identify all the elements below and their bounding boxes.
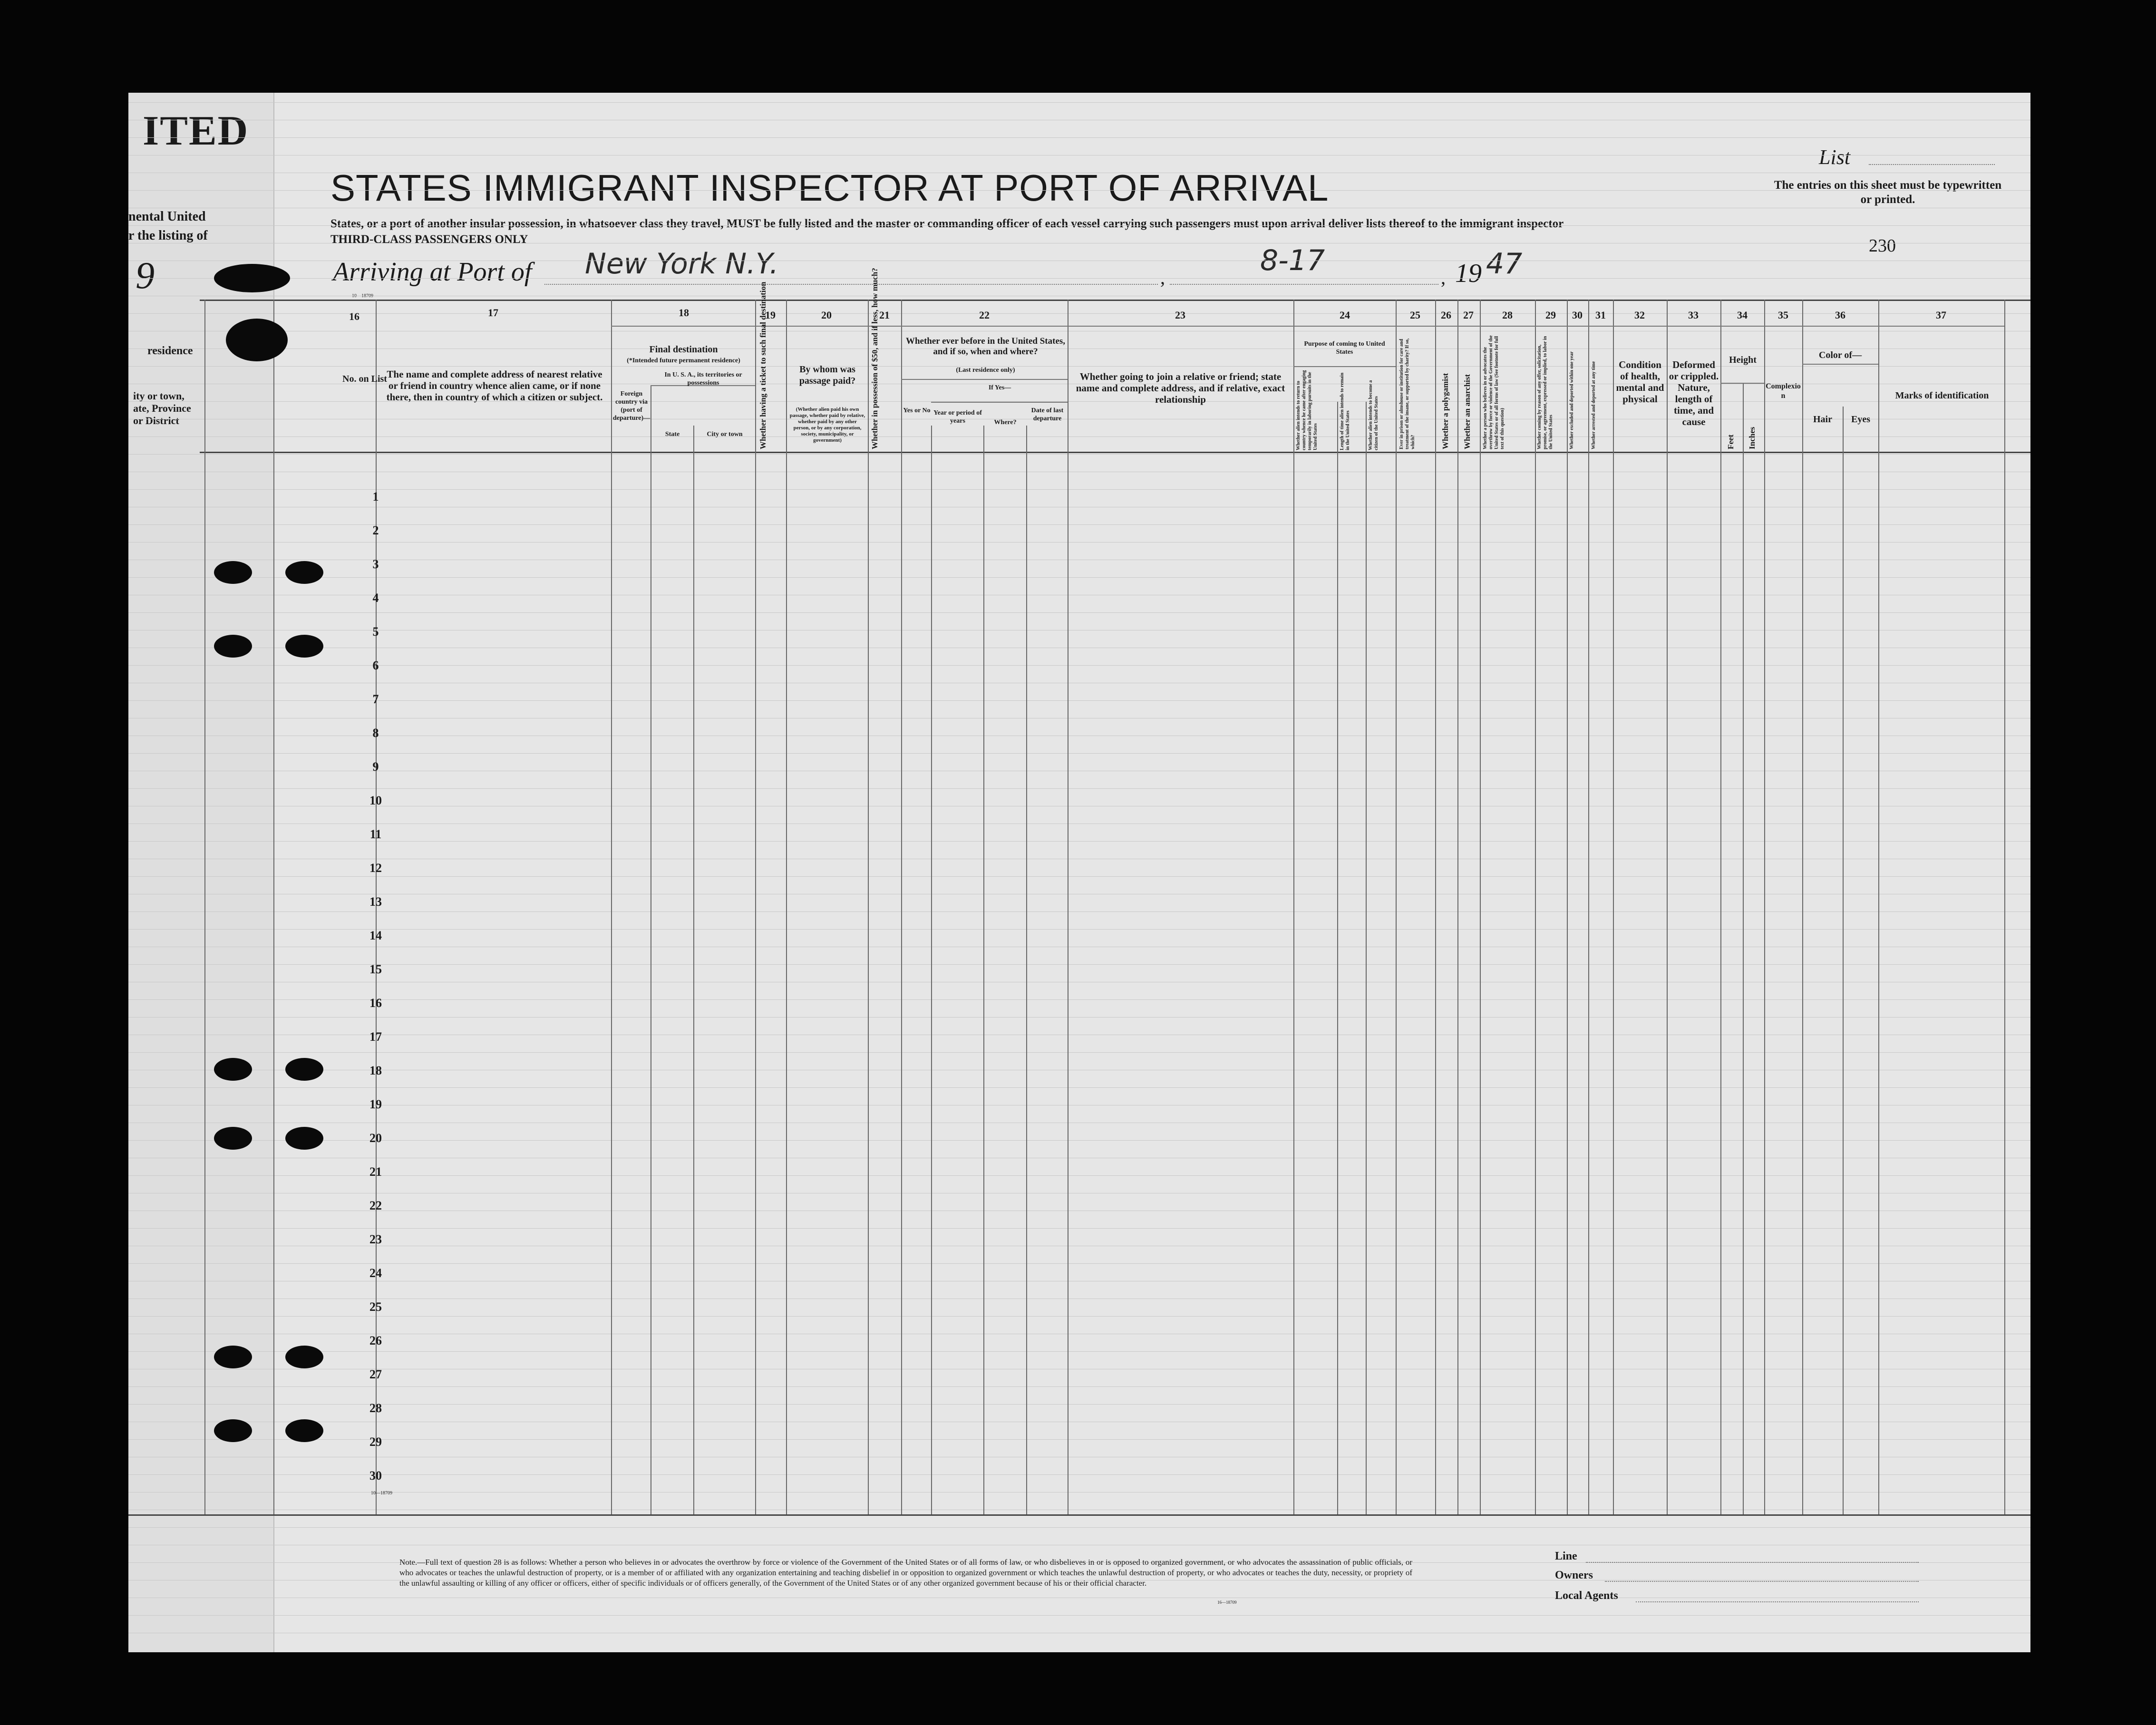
- ruled-line: [128, 665, 2030, 666]
- ruled-line: [128, 278, 2030, 279]
- col-34-inches: Inches: [1748, 426, 1757, 449]
- header-top-rule: [200, 300, 2030, 301]
- ruled-line: [128, 524, 2030, 525]
- ruled-line: [128, 1175, 2030, 1176]
- row-number: 22: [369, 1199, 382, 1212]
- row-number: 14: [369, 929, 382, 942]
- punch-hole: [285, 1058, 323, 1081]
- page-title: STATES IMMIGRANT INSPECTOR AT PORT OF ARRIVAL: [330, 167, 1329, 209]
- ruled-line: [128, 612, 2030, 613]
- row-number: 25: [369, 1300, 382, 1314]
- col-30-label: Whether excluded and deported within one year: [1569, 351, 1574, 449]
- footer-note-code: 16—18709: [1217, 1600, 1237, 1605]
- line-label: Line: [1555, 1550, 1577, 1562]
- row-number: 12: [369, 861, 382, 875]
- col-20-number: 20: [821, 309, 832, 321]
- ruled-line: [128, 1615, 2030, 1616]
- port-line: [544, 284, 1158, 285]
- row-number: 2: [372, 523, 379, 537]
- year-printed: 19: [1455, 259, 1482, 288]
- col-34-feet: Feet: [1726, 434, 1735, 449]
- row-number: 29: [369, 1435, 382, 1449]
- row-number: 6: [372, 659, 379, 672]
- punch-hole: [285, 1419, 323, 1442]
- punch-hole: [214, 635, 252, 658]
- punch-hole: [285, 1346, 323, 1368]
- col-35-label: Complexion: [1766, 382, 1801, 400]
- page-subtitle: States, or a port of another insular possession, in whatsoever class they travel, MUST be fully listed and the master or commanding officer of each vessel carrying such passengers must upon arrival deliver lists thereof to the immigrant inspector: [330, 217, 1564, 230]
- date-line: [1170, 284, 1438, 285]
- col-25-label: Ever in prison or almshouse or institution for care and treatment of the insane, or supported by charity? If so, which?: [1399, 338, 1416, 449]
- row-number: 13: [369, 895, 382, 909]
- ruled-line: [128, 137, 2030, 138]
- row-number: 17: [369, 1030, 382, 1044]
- col-22-yesno: Yes or No: [903, 407, 931, 414]
- class-note: THIRD-CLASS PASSENGERS ONLY: [330, 233, 528, 246]
- row-number: 1: [372, 490, 379, 504]
- col-22-sub: (Last residence only): [956, 367, 1015, 374]
- ruled-line: [128, 436, 2030, 437]
- punch-hole: [214, 561, 252, 584]
- ruled-line: [128, 1386, 2030, 1387]
- ruled-line: [128, 577, 2030, 578]
- col-22-where: Where?: [994, 419, 1017, 426]
- col-34-label: Height: [1729, 355, 1757, 365]
- ruled-line: [128, 1140, 2030, 1141]
- ruled-line: [128, 1052, 2030, 1053]
- row-number: 9: [372, 760, 379, 774]
- col-18-city: City or town: [707, 431, 743, 438]
- row-number: 11: [369, 827, 382, 841]
- comma-2: ,: [1441, 267, 1446, 288]
- typewritten-note: The entries on this sheet must be typewritten or printed.: [1774, 179, 2002, 206]
- port-handwritten: New York N.Y.: [585, 247, 779, 281]
- col-24-c: Whether alien intends to become a citizen of the United States: [1368, 380, 1379, 450]
- col-22-ifyes: If Yes—: [988, 384, 1011, 391]
- ruled-line: [128, 1404, 2030, 1405]
- row-number: 3: [372, 557, 379, 571]
- row-number: 5: [372, 625, 379, 639]
- ruled-line: [128, 911, 2030, 912]
- title-fragment: ITED: [143, 108, 249, 154]
- col-19-number: 19: [765, 309, 776, 321]
- col-22-label: Whether ever before in the United States, and if so, when and where?: [905, 336, 1066, 357]
- row-number: 24: [369, 1266, 382, 1280]
- punch-hole: [285, 561, 323, 584]
- row-number: 18: [369, 1064, 382, 1077]
- ruled-line: [128, 964, 2030, 965]
- ruled-line: [128, 454, 2030, 455]
- col-24-label: Purpose of coming to United States: [1304, 340, 1385, 356]
- col-36-label: Color of—: [1818, 350, 1862, 360]
- ruled-line: [128, 1439, 2030, 1440]
- col-36-hair: Hair: [1813, 414, 1832, 425]
- col-30-number: 30: [1572, 309, 1583, 321]
- col-28-number: 28: [1502, 309, 1513, 321]
- col-21-label: Whether in possession of $50, and if less, how much?: [870, 268, 879, 449]
- ruled-line: [128, 225, 2030, 226]
- col-20-label: By whom was passage paid?: [799, 364, 856, 386]
- col-20-sub: (Whether alien paid his own passage, whether paid by relative, whether paid by any other person, or by any corporation, society, municipality, or government): [789, 407, 865, 443]
- left-fragment-1: nental United: [128, 209, 206, 224]
- col-22-years: Year or period of years: [933, 409, 982, 425]
- col-36-number: 36: [1835, 309, 1845, 321]
- col-22-date: Date of last departure: [1031, 407, 1064, 422]
- col-28-label: Whether a person who believes in or advocates the overthrow by force or violence of the Government of the United States or of all forms of law (See footnote for full text of this question): [1483, 335, 1505, 449]
- row-number: 8: [372, 726, 379, 740]
- left-city-label: ity or town, ate, Province or District: [133, 390, 191, 426]
- col-23-number: 23: [1175, 309, 1185, 321]
- ruled-line: [128, 876, 2030, 877]
- col-17-number: 17: [488, 307, 498, 319]
- punch-hole: [214, 1058, 252, 1081]
- punch-hole: [214, 1346, 252, 1368]
- ruled-line: [128, 841, 2030, 842]
- punch-hole: [285, 635, 323, 658]
- col-17-label: The name and complete address of nearest relative or friend in country whence alien came, or if none there, then in country of which a citizen or subject.: [386, 368, 603, 403]
- row-number: 19: [369, 1097, 382, 1111]
- col-24-number: 24: [1340, 309, 1350, 321]
- ruled-line: [128, 190, 2030, 191]
- col-31-label: Whether arrested and deported at any time: [1591, 361, 1596, 449]
- row-number: 26: [369, 1334, 382, 1347]
- local-agents-label: Local Agents: [1555, 1589, 1618, 1602]
- punch-hole: [214, 1127, 252, 1150]
- ruled-line: [128, 929, 2030, 930]
- col-36-eyes: Eyes: [1851, 414, 1870, 425]
- row-number: 28: [369, 1401, 382, 1415]
- row-number: 30: [369, 1469, 382, 1483]
- row-number: 27: [369, 1367, 382, 1381]
- row-number: 20: [369, 1131, 382, 1145]
- col-18-usa: In U. S. A., its territories or possessions: [664, 371, 742, 387]
- ruled-line: [128, 1474, 2030, 1475]
- col-23-label: Whether going to join a relative or friend; state name and complete address, and if relative, exact relationship: [1076, 371, 1285, 405]
- ruled-line: [128, 753, 2030, 754]
- arriving-label: Arriving at Port of: [333, 257, 532, 287]
- col-21-number: 21: [879, 309, 890, 321]
- ruled-line: [128, 542, 2030, 543]
- col-25-number: 25: [1410, 309, 1420, 321]
- col-22-number: 22: [979, 309, 990, 321]
- ruled-line: [128, 999, 2030, 1000]
- ruled-line: [128, 1087, 2030, 1088]
- col-26-number: 26: [1441, 309, 1451, 321]
- footer-note: Note.—Full text of question 28 is as follows: Whether a person who believes in or advocates the overthrow by force or violence of the Government of the United States or of all forms of law, or who disbelieves in or is opposed to organized government, or who advocates the assassination of public officials, or who advocates or teaches the unlawful destruction of property, or is a member of or affiliated with any organization entertaining and teaching disbelief in or opposition to organized government or which teaches the unlawful destruction of property, or who advocates or teaches the duty, necessity, or propriety of the unlawful assaulting or killing of any officer or officers, either of specific individuals or of officers generally, of the Government of the United States or of any other organized government because of his or their official character.: [399, 1558, 1412, 1588]
- row-number: 4: [372, 591, 379, 605]
- ruled-line: [128, 1017, 2030, 1018]
- col-32-number: 32: [1634, 309, 1645, 321]
- left-fragment-2: r the listing of: [128, 228, 208, 243]
- list-label: List: [1819, 145, 1851, 169]
- col-18-sub: (*Intended future permanent residence): [627, 357, 740, 364]
- owners-label: Owners: [1555, 1569, 1593, 1581]
- ruled-line: [128, 366, 2030, 367]
- col-18-number: 18: [679, 307, 689, 319]
- punch-hole: [226, 319, 288, 361]
- row-number: 10: [369, 794, 382, 807]
- ruled-line: [128, 1228, 2030, 1229]
- col-24-b: Length of time alien intends to remain in the United States: [1340, 372, 1350, 450]
- col-18-state: State: [665, 431, 680, 438]
- col-33-number: 33: [1688, 309, 1699, 321]
- col-32-label: Condition of health, mental and physical: [1616, 359, 1664, 405]
- punch-hole: [214, 264, 290, 292]
- col-18-foreign: Foreign country via (port of departure)—: [612, 390, 651, 422]
- ruled-line: [128, 102, 2030, 103]
- col-37-label: Marks of identification: [1895, 390, 1989, 401]
- col-37-number: 37: [1936, 309, 1946, 321]
- ruled-line: [128, 1351, 2030, 1352]
- col-27-number: 27: [1463, 309, 1474, 321]
- row-number: 21: [369, 1165, 382, 1179]
- row-number: 16: [369, 996, 382, 1010]
- sheet-number: 230: [1869, 236, 1896, 256]
- col-35-number: 35: [1778, 309, 1788, 321]
- ruled-line: [128, 1527, 2030, 1528]
- col-31-number: 31: [1595, 309, 1606, 321]
- list-line: [1869, 164, 1995, 165]
- left-fragment-3: 9: [136, 255, 155, 297]
- col-29-number: 29: [1545, 309, 1556, 321]
- form-code-top: 10—18709: [352, 293, 373, 299]
- ruled-line: [128, 489, 2030, 490]
- table-bottom-rule: [128, 1514, 2030, 1516]
- col-18-label: Final destination: [649, 344, 718, 355]
- col-26-label: Whether a polygamist: [1441, 373, 1450, 449]
- punch-hole: [214, 1419, 252, 1442]
- ruled-line: [128, 788, 2030, 789]
- row-number: 7: [372, 692, 379, 706]
- col-19-label: Whether having a ticket to such final destination: [758, 281, 767, 449]
- ruled-line: [128, 1316, 2030, 1317]
- row-number: 23: [369, 1232, 382, 1246]
- form-code-bottom: 10—18709: [371, 1491, 392, 1496]
- ruled-line: [128, 700, 2030, 701]
- header-bottom-rule: [200, 452, 2030, 453]
- left-residence-label: residence: [147, 345, 193, 357]
- ruled-line: [128, 1263, 2030, 1264]
- punch-hole: [285, 1127, 323, 1150]
- col-24-a: Whether alien intends to return to country whence he came after engaging temporarily in laboring pursuits in the United States: [1296, 370, 1318, 450]
- comma-1: ,: [1160, 267, 1165, 288]
- year-handwritten: 47: [1486, 247, 1523, 281]
- date-handwritten: 8-17: [1260, 244, 1325, 277]
- row-number: 15: [369, 962, 382, 976]
- col-34-number: 34: [1737, 309, 1748, 321]
- col-16-label: No. on List: [342, 374, 387, 384]
- col-16-number: 16: [349, 310, 359, 322]
- col-33-label: Deformed or crippled. Nature, length of time, and cause: [1669, 359, 1719, 427]
- manifest-sheet: [128, 93, 2030, 1652]
- col-29-label: Whether coming by reason of any offer, solicitation, promise, or agreement, expressed or implied, to labor in the United States: [1537, 336, 1554, 449]
- col-27-label: Whether an anarchist: [1463, 374, 1472, 449]
